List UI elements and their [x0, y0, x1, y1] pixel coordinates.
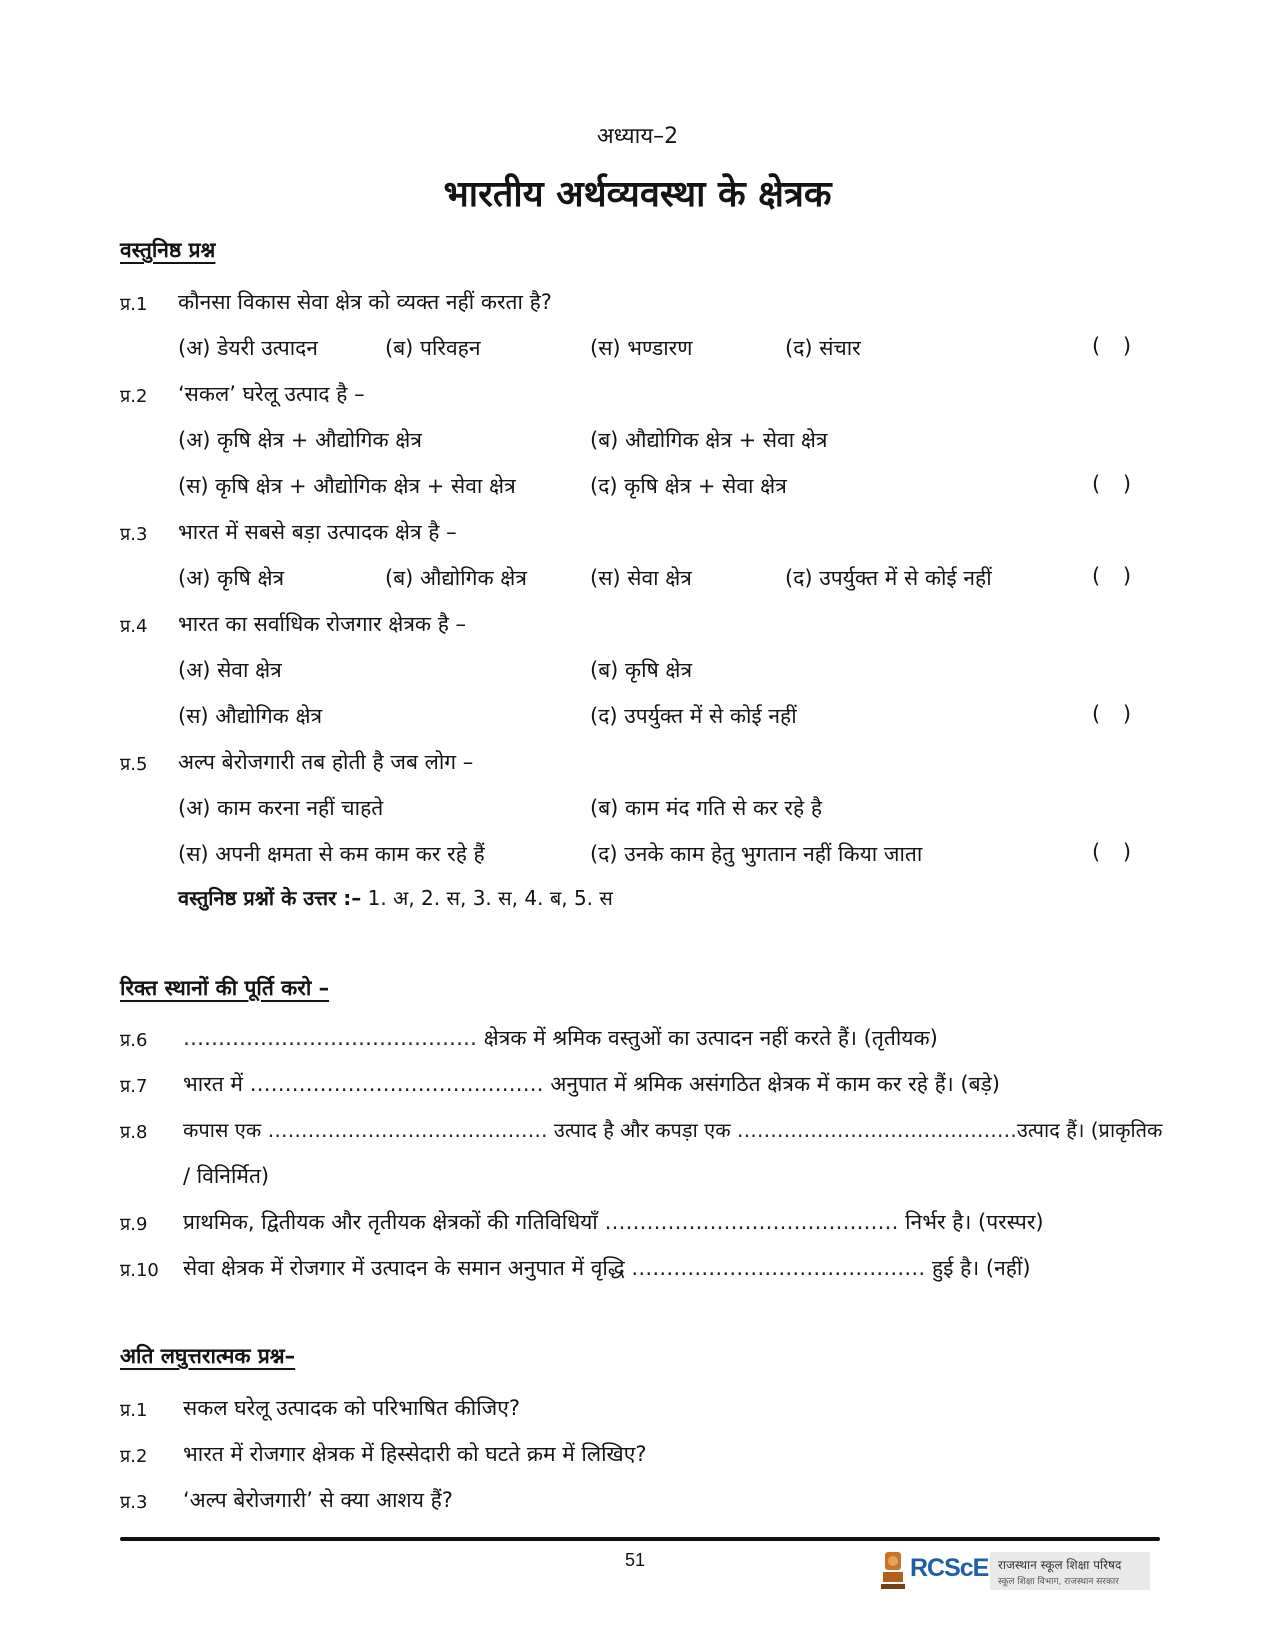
- fill-blank-continuation: / विनिर्मित): [183, 1164, 270, 1188]
- page-number: 51: [625, 1550, 646, 1570]
- logo-subtitle: राजस्थान स्कूल शिक्षा परिषद: [998, 1558, 1122, 1572]
- option-c: (स) औद्योगिक क्षेत्र: [178, 704, 323, 728]
- option-a: (अ) कृषि क्षेत्र + औद्योगिक क्षेत्र: [178, 428, 422, 452]
- state-emblem-icon: [880, 1550, 906, 1592]
- option-b: (ब) औद्योगिक क्षेत्र + सेवा क्षेत्र: [590, 428, 828, 452]
- question-text: ‘अल्प बेरोजगारी’ से क्या आशय हैं?: [183, 1488, 453, 1512]
- fill-blank-text: [183, 1024, 938, 1052]
- option-a: (अ) डेयरी उत्पादन: [178, 336, 318, 360]
- question-number: प्र.1: [120, 294, 148, 315]
- question-number: प्र.10: [120, 1260, 159, 1281]
- question-number: प्र.6: [120, 1030, 148, 1051]
- answer-blank: ( ): [1092, 472, 1140, 496]
- question-number: प्र.2: [120, 1446, 148, 1467]
- fill-blank-text: [183, 1070, 1000, 1098]
- answer-key-values: 1. अ, 2. स, 3. स, 4. ब, 5. स: [367, 886, 613, 910]
- fill-text: अनुपात में श्रमिक असंगठित क्षेत्रक में काम कर रहे हैं। (बड़े): [543, 1072, 1000, 1096]
- question-number: प्र.3: [120, 524, 148, 545]
- answer-blank: ( ): [1092, 564, 1140, 588]
- page-title: भारतीय अर्थव्यवस्था के क्षेत्रक: [443, 174, 832, 215]
- option-a: (अ) काम करना नहीं चाहते: [178, 796, 384, 820]
- question-number: प्र.8: [120, 1122, 148, 1143]
- option-d: (द) उपर्युक्त में से कोई नहीं: [785, 566, 992, 590]
- answer-blank: ( ): [1092, 702, 1140, 726]
- chapter-label: अध्याय–2: [596, 124, 679, 149]
- rcsce-logo: [880, 1550, 1160, 1598]
- question-number: प्र.7: [120, 1076, 148, 1097]
- question-text: सकल घरेलू उत्पादक को परिभाषित कीजिए?: [183, 1396, 520, 1420]
- option-b: (ब) परिवहन: [385, 336, 481, 360]
- answer-key: [178, 884, 613, 911]
- answer-key-label: वस्तुनिष्ठ प्रश्नों के उत्तर :–: [178, 886, 362, 910]
- fill-text: उत्पाद है और कपड़ा एक: [547, 1118, 737, 1142]
- fill-text: सेवा क्षेत्रक में रोजगार में उत्पादन के समान अनुपात में वृद्धि: [183, 1256, 632, 1280]
- question-number: प्र.3: [120, 1492, 148, 1513]
- blank-dots: ……………………………………: [736, 1118, 1017, 1142]
- option-d: (द) कृषि क्षेत्र + सेवा क्षेत्र: [590, 474, 787, 498]
- question-text: भारत का सर्वाधिक रोजगार क्षेत्रक है –: [178, 612, 467, 636]
- option-c: (स) कृषि क्षेत्र + औद्योगिक क्षेत्र + सेवा क्षेत्र: [178, 474, 516, 498]
- fill-text: भारत में: [183, 1072, 250, 1096]
- blank-dots: ……………………………………: [631, 1256, 926, 1280]
- option-b: (ब) औद्योगिक क्षेत्र: [385, 566, 527, 590]
- fill-text: क्षेत्रक में श्रमिक वस्तुओं का उत्पादन नहीं करते हैं। (तृतीयक): [477, 1026, 938, 1050]
- fill-text: निर्भर है। (परस्पर): [898, 1210, 1044, 1234]
- question-text: भारत में रोजगार क्षेत्रक में हिस्सेदारी को घटते क्रम में लिखिए?: [183, 1442, 647, 1466]
- question-text: ‘सकल’ घरेलू उत्पाद है –: [178, 382, 365, 406]
- option-d: (द) उपर्युक्त में से कोई नहीं: [590, 704, 797, 728]
- fill-blanks-heading: रिक्त स्थानों की पूर्ति करो –: [120, 976, 330, 1000]
- question-text: अल्प बेरोजगारी तब होती है जब लोग –: [178, 750, 474, 774]
- option-b: (ब) कृषि क्षेत्र: [590, 658, 693, 682]
- question-number: प्र.9: [120, 1214, 148, 1235]
- footer-divider: [120, 1537, 1160, 1541]
- option-b: (ब) काम मंद गति से कर रहे है: [590, 796, 822, 820]
- logo-subtitle-2: स्कूल शिक्षा विभाग, राजस्थान सरकार: [998, 1577, 1119, 1587]
- blank-dots: ……………………………………: [183, 1026, 477, 1050]
- blank-dots: ……………………………………: [604, 1210, 899, 1234]
- question-text: कौनसा विकास सेवा क्षेत्र को व्यक्त नहीं करता है?: [178, 290, 552, 314]
- option-c: (स) सेवा क्षेत्र: [590, 566, 692, 590]
- blank-dots: ……………………………………: [267, 1118, 548, 1142]
- question-number: प्र.1: [120, 1400, 148, 1421]
- answer-blank: ( ): [1092, 334, 1140, 358]
- option-a: (अ) कृषि क्षेत्र: [178, 566, 285, 590]
- option-c: (स) भण्डारण: [590, 336, 693, 360]
- objective-heading: वस्तुनिष्ठ प्रश्न: [120, 238, 216, 262]
- option-d: (द) उनके काम हेतु भुगतान नहीं किया जाता: [590, 842, 923, 866]
- option-a: (अ) सेवा क्षेत्र: [178, 658, 282, 682]
- fill-text: उत्पाद हैं। (प्राकृतिक: [1016, 1118, 1163, 1142]
- option-d: (द) संचार: [785, 336, 861, 360]
- fill-text: प्राथमिक, द्वितीयक और तृतीयक क्षेत्रकों की गतिविधियाँ: [183, 1210, 605, 1234]
- fill-blank-text: [183, 1208, 1044, 1236]
- question-number: प्र.2: [120, 386, 148, 407]
- logo-text: RCScE: [910, 1554, 989, 1582]
- option-c: (स) अपनी क्षमता से कम काम कर रहे हैं: [178, 842, 485, 866]
- fill-blank-text: [183, 1116, 1162, 1143]
- question-number: प्र.4: [120, 616, 148, 637]
- fill-text: कपास एक: [183, 1118, 268, 1142]
- question-number: प्र.5: [120, 754, 148, 775]
- answer-blank: ( ): [1092, 840, 1140, 864]
- very-short-heading: अति लघुत्तरात्मक प्रश्न–: [120, 1344, 296, 1368]
- question-text: भारत में सबसे बड़ा उत्पादक क्षेत्र है –: [178, 520, 457, 544]
- fill-blank-text: [183, 1254, 1031, 1282]
- fill-text: हुई है। (नहीं): [925, 1256, 1031, 1280]
- blank-dots: ……………………………………: [249, 1072, 544, 1096]
